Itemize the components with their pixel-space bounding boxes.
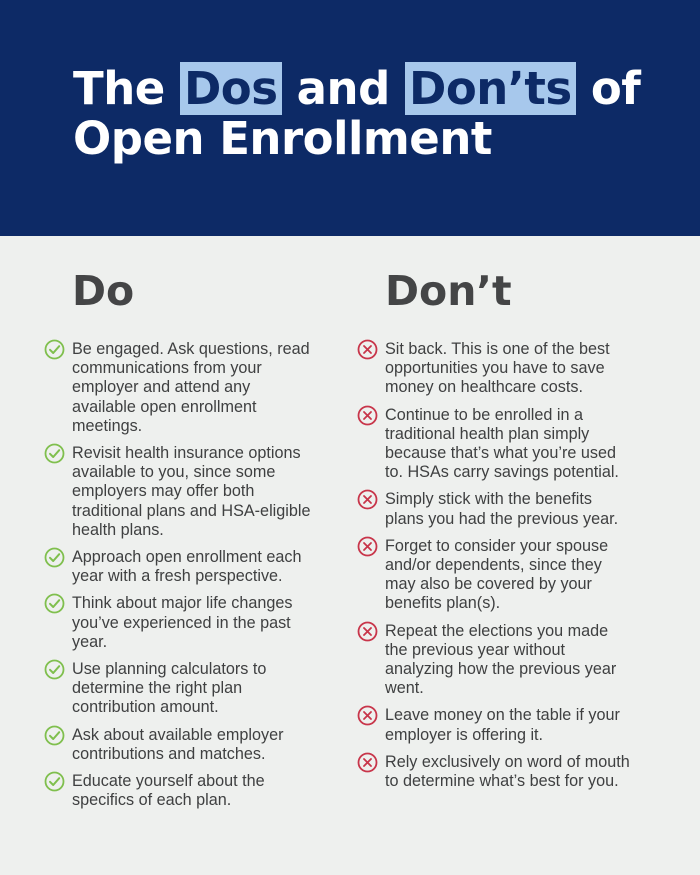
do-item-text: Be engaged. Ask questions, read communications from your employer and attend any available open enrollment meetings.: [72, 340, 310, 435]
dont-item-text: Leave money on the table if your employer is offering it.: [385, 706, 620, 744]
title-highlight-dos: Dos: [180, 62, 282, 115]
check-circle-icon: [44, 443, 65, 464]
do-item: [44, 444, 344, 540]
x-circle-icon: [357, 405, 378, 426]
header-banner: [0, 0, 700, 236]
x-circle-icon: [357, 621, 378, 642]
do-column: [44, 266, 344, 818]
do-item-text: Revisit health insurance options available to you, since some employers may offer both traditional plans and HSA-eligible health plans.: [72, 444, 311, 539]
check-circle-icon: [44, 547, 65, 568]
title-word-and: and: [296, 62, 390, 115]
title-highlight-donts: Don’ts: [405, 62, 576, 115]
title-line-2: Open Enrollment: [73, 112, 492, 166]
do-heading: Do: [72, 267, 135, 315]
do-item: [44, 726, 344, 764]
dont-column: [357, 266, 647, 799]
dont-item: [357, 537, 647, 614]
x-circle-icon: [357, 489, 378, 510]
dont-item: [357, 406, 647, 483]
do-item-text: Approach open enrollment each year with a fresh perspective.: [72, 548, 302, 586]
do-item: [44, 548, 344, 586]
dont-item-text: Simply stick with the benefits plans you had the previous year.: [385, 490, 619, 528]
dont-item: [357, 622, 647, 699]
dont-list: [357, 340, 647, 791]
x-circle-icon: [357, 705, 378, 726]
title-word-of: of: [590, 62, 641, 115]
title-line-1: [73, 64, 640, 114]
title-word-the: The: [73, 62, 165, 115]
do-item: [44, 594, 344, 652]
check-circle-icon: [44, 659, 65, 680]
dont-item: [357, 490, 647, 528]
do-item: [44, 340, 344, 436]
page-title: [73, 64, 640, 165]
dont-item-text: Continue to be enrolled in a traditional health plan simply because that’s what you’re used to. HSAs carry savings potential.: [385, 405, 619, 482]
x-circle-icon: [357, 536, 378, 557]
check-circle-icon: [44, 725, 65, 746]
dont-heading: Don’t: [385, 267, 512, 315]
do-list: [44, 340, 344, 810]
x-circle-icon: [357, 752, 378, 773]
dont-item-text: Rely exclusively on word of mouth to determine what’s best for you.: [385, 752, 630, 791]
do-item-text: Use planning calculators to determine the right plan contribution amount.: [72, 660, 267, 717]
check-circle-icon: [44, 771, 65, 792]
do-item: [44, 660, 344, 718]
do-item: [44, 772, 344, 810]
check-circle-icon: [44, 339, 65, 360]
dont-item: [357, 706, 647, 744]
dont-item-text: Repeat the elections you made the previous year without analyzing how the previous year went.: [385, 621, 617, 698]
dont-item: [357, 340, 647, 398]
dont-item-text: Sit back. This is one of the best opportunities you have to save money on healthcare costs.: [385, 340, 610, 397]
dont-item: [357, 753, 647, 791]
dont-item-text: Forget to consider your spouse and/or dependents, since they may also be covered by your benefits plan(s).: [385, 536, 609, 613]
check-circle-icon: [44, 593, 65, 614]
do-item-text: Think about major life changes you’ve experienced in the past year.: [72, 594, 293, 651]
do-item-text: Educate yourself about the specifics of each plan.: [72, 772, 265, 810]
do-item-text: Ask about available employer contributions and matches.: [72, 725, 284, 763]
x-circle-icon: [357, 339, 378, 360]
